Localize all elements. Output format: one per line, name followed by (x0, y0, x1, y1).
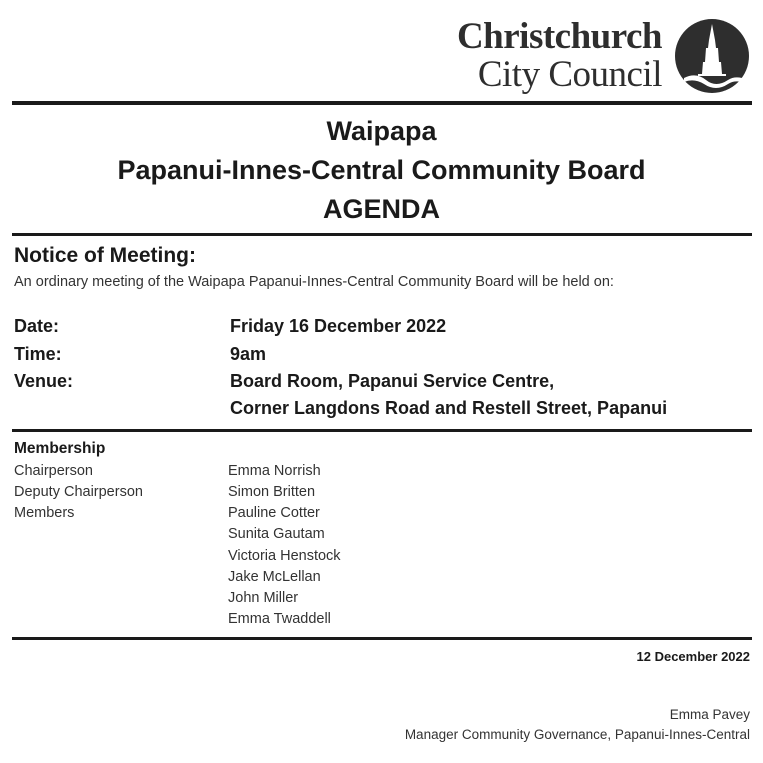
board-name-maori: Waipapa (326, 116, 437, 146)
date-label: Date: (14, 316, 60, 336)
role-chairperson: Chairperson (14, 463, 93, 479)
member-name: Victoria Henstock (228, 548, 341, 564)
agenda-title-block (0, 112, 763, 229)
member-name: Pauline Cotter (228, 505, 320, 521)
signatory-name: Emma Pavey (669, 707, 750, 722)
time-value: 9am (230, 344, 267, 364)
logo-line-2: City Council (477, 54, 662, 95)
section-divider (12, 233, 752, 236)
time-label: Time: (14, 344, 62, 364)
venue-label: Venue: (14, 371, 74, 391)
member-name: Emma Norrish (228, 463, 321, 479)
date-value: Friday 16 December 2022 (230, 316, 447, 336)
logo-line-1: Christchurch (456, 16, 662, 57)
member-name: John Miller (228, 590, 299, 606)
member-name: Sunita Gautam (228, 526, 325, 542)
top-divider (12, 101, 752, 105)
notice-heading: Notice of Meeting: (14, 244, 196, 267)
board-name: Papanui-Innes-Central Community Board (117, 155, 646, 185)
membership-heading: Membership (14, 440, 106, 457)
council-logo (430, 10, 750, 98)
member-name: Emma Twaddell (228, 611, 331, 627)
cathedral-emblem-icon (674, 18, 750, 94)
signatory-title: Manager Community Governance, Papanui-Innes-Central (404, 727, 750, 742)
logo-wordmark (457, 18, 662, 94)
role-deputy-chairperson: Deputy Chairperson (14, 484, 143, 500)
venue-line-2: Corner Langdons Road and Restell Street, Papanui (230, 398, 668, 418)
member-name: Simon Britten (228, 484, 316, 500)
notice-text: An ordinary meeting of the Waipapa Papanui-Innes-Central Community Board will be held on: (14, 274, 614, 290)
venue-line-1: Board Room, Papanui Service Centre, (230, 371, 555, 391)
bottom-divider (12, 637, 752, 640)
member-name: Jake McLellan (228, 569, 321, 585)
section-divider (12, 429, 752, 432)
role-members: Members (14, 505, 75, 521)
agenda-heading: AGENDA (322, 194, 440, 224)
issue-date: 12 December 2022 (636, 649, 750, 664)
